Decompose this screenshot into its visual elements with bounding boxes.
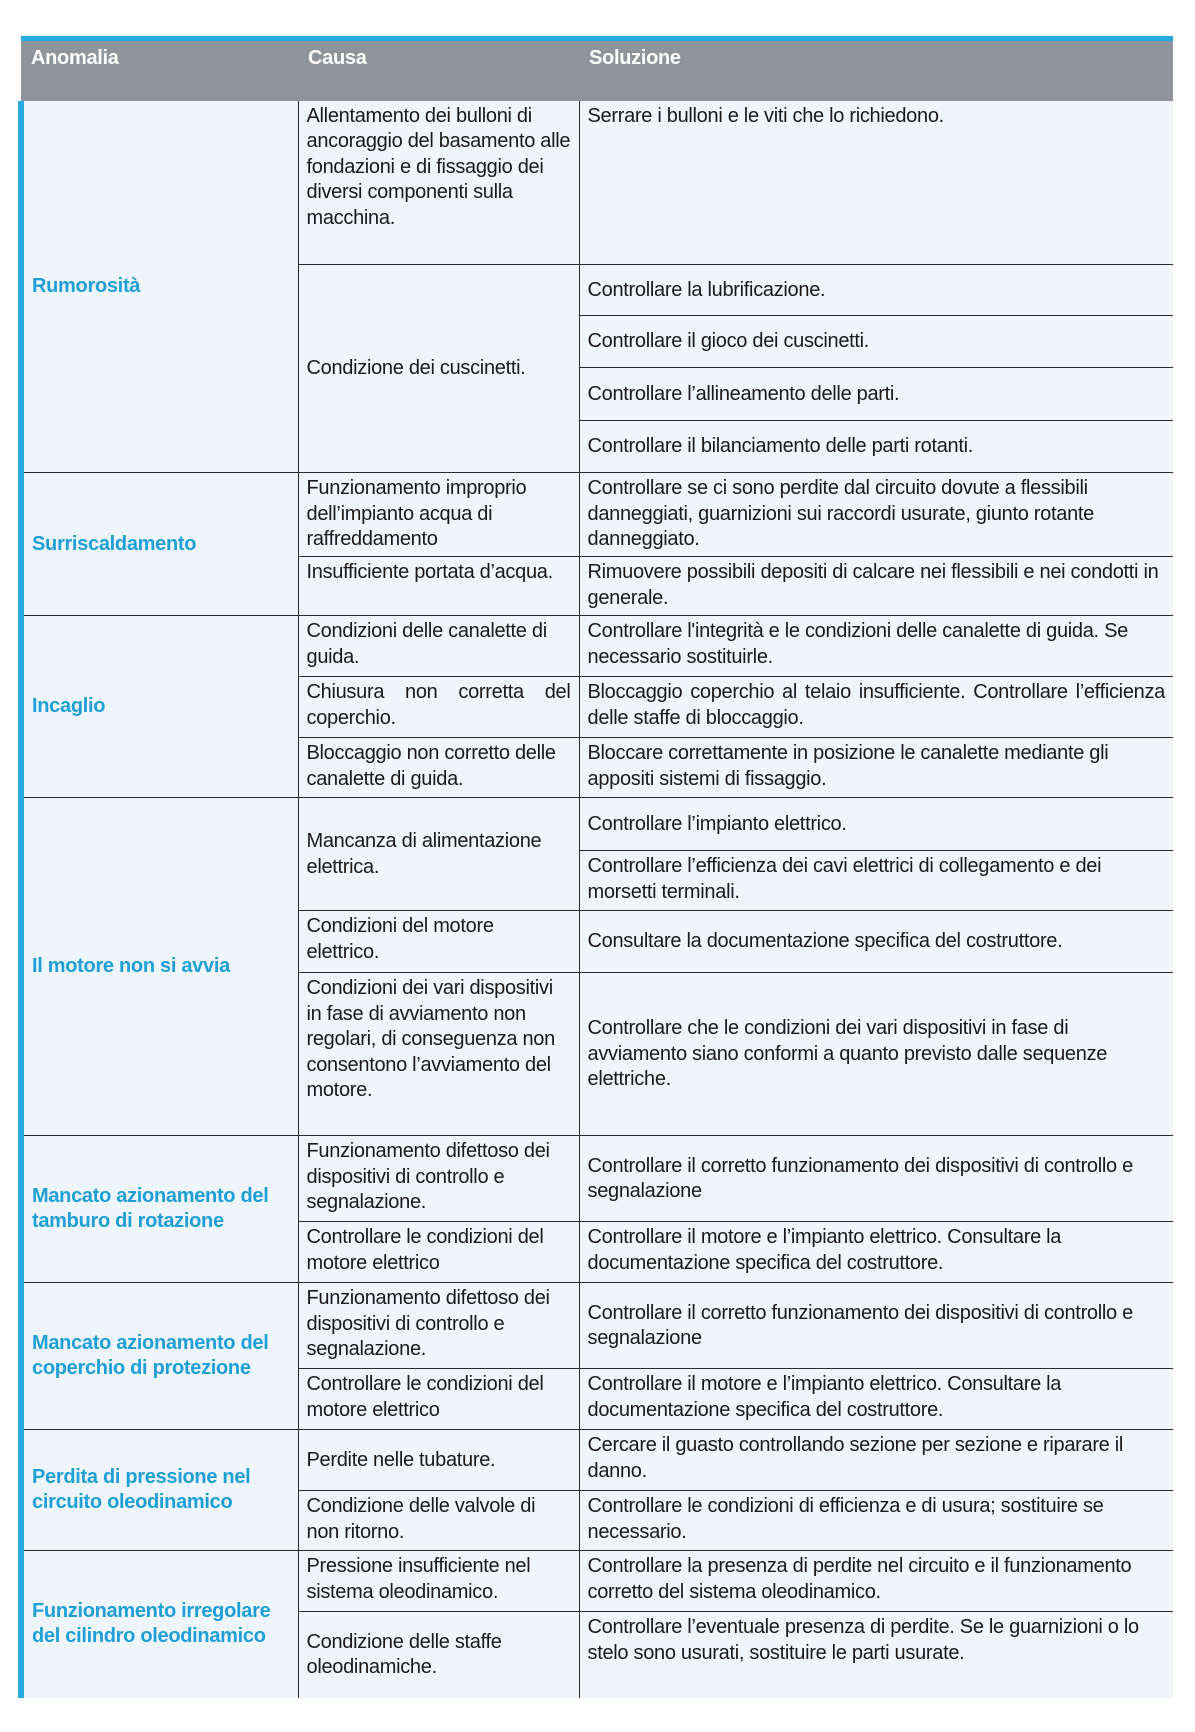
solution-cell: Serrare i bulloni e le viti che lo richiedono. <box>579 101 1173 265</box>
cause-cell: Allentamento dei bulloni di ancoraggio del basamento alle fondazioni e di fissaggio dei diversi componenti sulla macchina. <box>298 101 579 265</box>
header-causa: Causa <box>298 39 579 101</box>
table-row <box>21 1551 1173 1612</box>
solution-cell: Controllare il motore e l’impianto elettrico. Consultare la documentazione specifica del costruttore. <box>579 1222 1173 1283</box>
cause-cell: Funzionamento difettoso dei dispositivi di controllo e segnalazione. <box>298 1136 579 1222</box>
cause-cell: Condizione dei cuscinetti. <box>298 265 579 473</box>
table-row <box>21 616 1173 677</box>
anomaly-cell: Rumorosità <box>21 101 298 473</box>
cause-cell: Perdite nelle tubature. <box>298 1430 579 1491</box>
solution-cell: Controllare il gioco dei cuscinetti. <box>579 316 1173 368</box>
solution-cell: Controllare se ci sono perdite dal circuito dovute a flessibili danneggiati, guarnizioni sui raccordi usurate, giunto rotante danneggiato. <box>579 473 1173 557</box>
top-page-fragment <box>0 0 1195 8</box>
cause-cell: Bloccaggio non corretto delle canalette di guida. <box>298 738 579 798</box>
cause-cell: Insufficiente portata d’acqua. <box>298 557 579 616</box>
header-soluzione: Soluzione <box>579 39 1173 101</box>
solution-cell: Controllare l’eventuale presenza di perdite. Se le guarnizioni o lo stelo sono usurati, sostituire le parti usurate. <box>579 1612 1173 1698</box>
cause-cell: Condizioni dei vari dispositivi in fase di avviamento non regolari, di conseguenza non consentono l’avviamento del motore. <box>298 973 579 1136</box>
solution-cell: Controllare il corretto funzionamento dei dispositivi di controllo e segnalazione <box>579 1136 1173 1222</box>
solution-cell: Cercare il guasto controllando sezione per sezione e riparare il danno. <box>579 1430 1173 1491</box>
solution-cell: Controllare la lubrificazione. <box>579 265 1173 316</box>
solution-cell: Bloccare correttamente in posizione le canalette mediante gli appositi sistemi di fissaggio. <box>579 738 1173 798</box>
solution-cell: Controllare che le condizioni dei vari dispositivi in fase di avviamento siano conformi a quanto previsto dalle sequenze elettriche. <box>579 973 1173 1136</box>
solution-cell: Controllare il motore e l’impianto elettrico. Consultare la documentazione specifica del costruttore. <box>579 1369 1173 1430</box>
cause-cell: Chiusura non corretta del coperchio. <box>298 677 579 738</box>
anomaly-cell: Funzionamento irregolare del cilindro oleodinamico <box>21 1551 298 1698</box>
solution-cell: Controllare il bilanciamento delle parti rotanti. <box>579 421 1173 473</box>
table-row <box>21 101 1173 265</box>
anomaly-cell: Il motore non si avvia <box>21 798 298 1136</box>
cause-cell: Funzionamento improprio dell’impianto acqua di raffreddamento <box>298 473 579 557</box>
solution-cell: Controllare il corretto funzionamento dei dispositivi di controllo e segnalazione <box>579 1283 1173 1369</box>
cause-cell: Condizione delle staffe oleodinamiche. <box>298 1612 579 1698</box>
troubleshooting-table <box>18 36 1173 1698</box>
table-row <box>21 473 1173 557</box>
cause-cell: Controllare le condizioni del motore elettrico <box>298 1369 579 1430</box>
table-header-row <box>21 39 1173 101</box>
cause-cell: Pressione insufficiente nel sistema oleodinamico. <box>298 1551 579 1612</box>
cause-cell: Funzionamento difettoso dei dispositivi di controllo e segnalazione. <box>298 1283 579 1369</box>
cause-cell: Condizioni del motore elettrico. <box>298 911 579 973</box>
cause-cell: Mancanza di alimentazione elettrica. <box>298 798 579 911</box>
solution-cell: Controllare l’allineamento delle parti. <box>579 368 1173 421</box>
anomaly-cell: Incaglio <box>21 616 298 798</box>
table-row <box>21 1430 1173 1491</box>
table-row <box>21 1136 1173 1222</box>
solution-cell: Consultare la documentazione specifica del costruttore. <box>579 911 1173 973</box>
solution-cell: Controllare le condizioni di efficienza e di usura; sostituire se necessario. <box>579 1491 1173 1551</box>
cause-cell: Controllare le condizioni del motore elettrico <box>298 1222 579 1283</box>
table-row <box>21 798 1173 851</box>
table-row <box>21 1283 1173 1369</box>
anomaly-cell: Mancato azionamento del tamburo di rotazione <box>21 1136 298 1283</box>
solution-cell: Controllare l'integrità e le condizioni delle canalette di guida. Se necessario sostituirle. <box>579 616 1173 677</box>
solution-cell: Controllare la presenza di perdite nel circuito e il funzionamento corretto del sistema oleodinamico. <box>579 1551 1173 1612</box>
solution-cell: Rimuovere possibili depositi di calcare nei flessibili e nei condotti in generale. <box>579 557 1173 616</box>
solution-cell: Controllare l’impianto elettrico. <box>579 798 1173 851</box>
solution-cell: Bloccaggio coperchio al telaio insufficiente. Controllare l’efficienza delle staffe di bloccaggio. <box>579 677 1173 738</box>
cause-cell: Condizioni delle canalette di guida. <box>298 616 579 677</box>
cause-cell: Condizione delle valvole di non ritorno. <box>298 1491 579 1551</box>
anomaly-cell: Surriscaldamento <box>21 473 298 616</box>
solution-cell: Controllare l’efficienza dei cavi elettrici di collegamento e dei morsetti terminali. <box>579 851 1173 911</box>
anomaly-cell: Mancato azionamento del coperchio di protezione <box>21 1283 298 1430</box>
header-anomalia: Anomalia <box>21 39 298 101</box>
anomaly-cell: Perdita di pressione nel circuito oleodinamico <box>21 1430 298 1551</box>
